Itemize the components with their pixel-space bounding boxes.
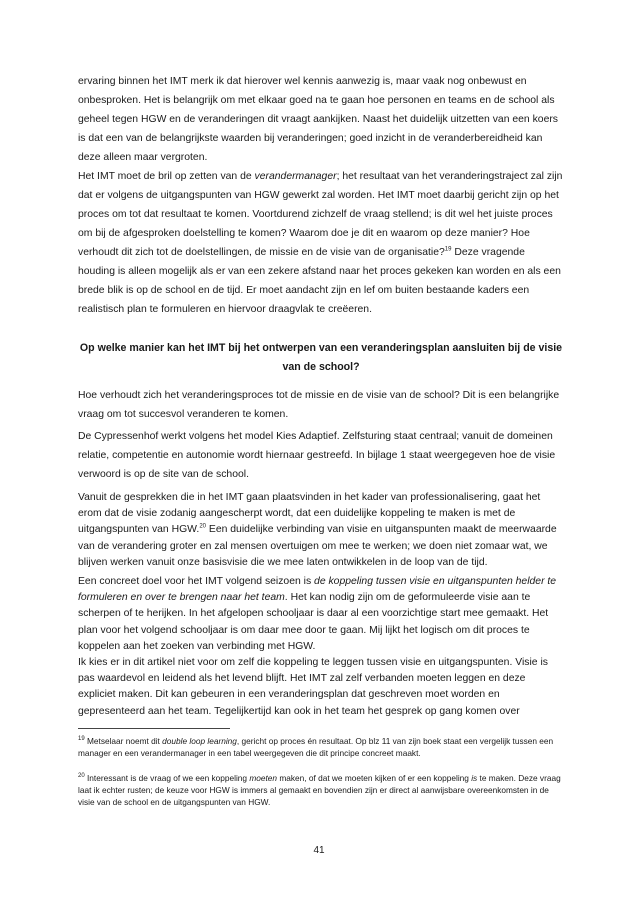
paragraph-5-text-end: Een duidelijke verbinding van visie en uitganspunten maakt de meerwaarde van de verandering groter en zal mensen overtuigen om mee te werken; we doen niet zomaar wat, we blijven werken vanuit onze basisvisie die we mee laten ontwikkelen in de loop van de tijd. (78, 524, 557, 568)
paragraph-6-text-end: . Het kan nodig zijn om de geformuleerde visie aan te scherpen of te herijken. In het afgelopen schooljaar is daar al een voorzichtige start mee gemaakt. Het plan voor het volgend schooljaar is om daar mee door te gaan. Mij lijkt het logisch om dit proces te koppelen aan het zoeken van verbinding met HGW. (78, 592, 549, 652)
footnote-19-text-start: Metselaar noemt dit (84, 736, 163, 746)
verandermanager-emphasis: verandermanager (254, 171, 337, 182)
paragraph-6-text-start: Een concreet doel voor het IMT volgend seizoen is (78, 576, 315, 587)
footnote-20-number: 20 (78, 773, 85, 780)
footnote-19-number: 19 (78, 736, 85, 743)
footnote-20-text-end: te maken. Deze vraag laat ik echter rusten; de keuze voor HGW is immers al gemaakt en bovendien zijn er direct al aanwijsbare overeenkomsten in de visie van de school en de uitgangspunten van HGW. (78, 773, 561, 808)
page-number: 41 (313, 845, 325, 856)
double-loop-learning-emphasis: double loop learning (162, 736, 237, 746)
paragraph-3-text: Hoe verhoudt zich het veranderingsproces tot de missie en de visie van de school? Dit is een belangrijke vraag om tot succesvol veranderen te komen. (78, 390, 560, 420)
footnote-ref-19: 19 (444, 246, 452, 253)
is-emphasis: is (471, 773, 478, 783)
paragraph-2 (78, 167, 564, 319)
paragraph-7 (78, 655, 564, 720)
moeten-emphasis: moeten (249, 773, 278, 783)
paragraph-5 (78, 490, 564, 571)
paragraph-1-text: ervaring binnen het IMT merk ik dat hierover wel kennis aanwezig is, maar vaak nog onbewust en onbesproken. Het is belangrijk om met elkaar goed na te gaan hoe personen en teams en de school als geheel tegen HGW en de veranderingen dit vraagt aankijken. Naast het duidelijk uitzetten van een koers is dat een van de belangrijkste waarden bij veranderingen; goed inzicht in de veranderbereidheid kan deze alleen maar vergroten. (78, 76, 558, 163)
section-heading: Op welke manier kan het IMT bij het ontwerpen van een veranderingsplan aansluiten bij de visie van de school? (79, 342, 563, 373)
paragraph-5-text-start: Vanuit de gesprekken die in het IMT gaan plaatsvinden in het kader van professionalisering, gaat het erom dat de visie zodanig aangescherpt wordt, dat een duidelijke koppeling te maken is met de uitgangspunten van HGW. (78, 492, 541, 536)
paragraph-2-text-middle: ; het resultaat van het veranderingstraject zal zijn dat er volgens de uitgangspunten van HGW gewerkt zal worden. Het IMT moet daarbij gericht zijn op het proces om tot dat resultaat te komen. Voortdurend zichzelf de vraag stellend; is dit wel het juiste proces om bij de afgesproken doelstelling te komen? Waarom doe je dit en waarom op deze manier? Hoe verhoudt dit zich tot de doelstellingen, de missie en de visie van de organisatie? (78, 171, 563, 258)
paragraph-3 (78, 386, 564, 424)
paragraph-2-text-end: Deze vragende houding is alleen mogelijk als er van een zekere afstand naar het proces gekeken kan worden en als een brede blik is op de school en de tijd. Er moet aandacht zijn en lef om buiten bestaande kaders een realistisch plan te formuleren en hiervoor draagvlak te creëeren. (78, 247, 561, 315)
footnote-divider (78, 728, 230, 729)
footnote-19-text-end: , gericht op proces én resultaat. Op blz 11 van zijn boek staat een vergelijk tussen een manager en een verandermanager in een tabel weergegeven die dit principe concreet maakt. (78, 736, 554, 759)
paragraph-4-text: De Cypressenhof werkt volgens het model Kies Adaptief. Zelfsturing staat centraal; vanuit de domeinen relatie, competentie en autonomie wordt hiernaar gestreefd. In bijlage 1 staat weergegeven hoe de visie verwoord is op de site van de school. (78, 431, 556, 480)
goal-emphasis: de koppeling tussen visie en uitganspunten helder te formuleren en over te brengen naar het team (78, 576, 557, 604)
paragraph-7-text: Ik kies er in dit artikel niet voor om zelf die koppeling te leggen tussen visie en uitgangspunten. Visie is pas waardevol en leidend als het levend blijft. Het IMT zal zelf verbanden moeten leggen en deze expliciet maken. Dit kan gebeuren in een veranderingsplan dat geschreven moet worden en gepresenteerd aan het team. Tegelijkertijd kan ook in het team het gesprek op gang komen over (78, 657, 548, 717)
paragraph-2-text-start: Het IMT moet de bril op zetten van de (78, 171, 255, 182)
paragraph-6 (78, 574, 564, 655)
paragraph-4 (78, 427, 564, 484)
footnote-20-text-middle: maken, of dat we moeten kijken of er een koppeling (277, 773, 472, 783)
footnote-20 (78, 772, 566, 809)
footnote-19 (78, 735, 566, 759)
footnote-ref-20: 20 (199, 523, 206, 530)
footnote-20-text-start: Interessant is de vraag of we een koppeling (84, 773, 250, 783)
paragraph-1 (78, 72, 564, 167)
